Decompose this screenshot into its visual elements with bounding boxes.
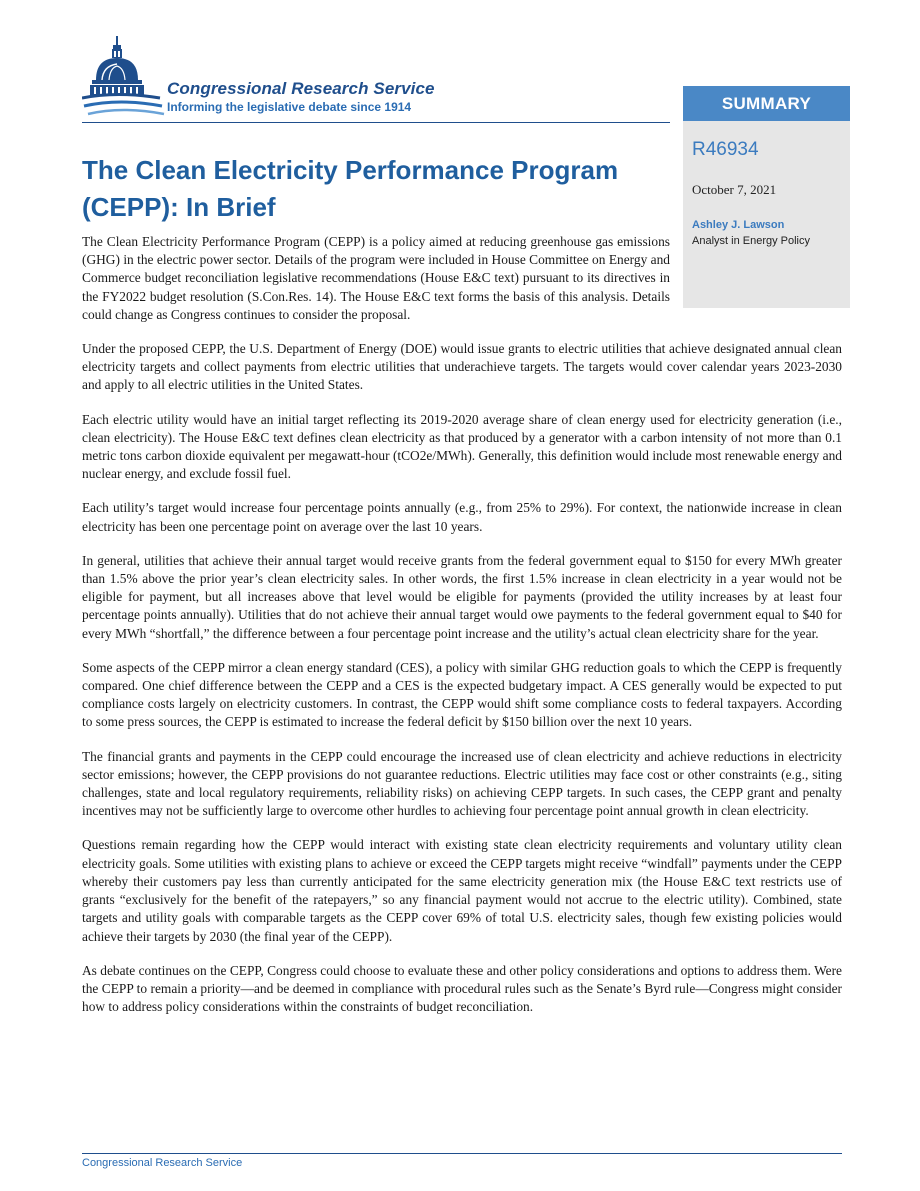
report-date: October 7, 2021: [692, 182, 777, 197]
paragraph: Each utility’s target would increase four percentage points annually (e.g., from 25% to 29%). For context, the nationwide increase in clean electricity has been one percentage point on average over the last 10 years.: [82, 500, 842, 534]
paragraph: The financial grants and payments in the CEPP could encourage the increased use of clean electricity and achieve reductions in electricity sector emissions; however, the CEPP provisions do not guarantee reductions. Electric utilities may face cost or other constraints (e.g., siting challenges, state and local regulatory requirements, reliability risks) on achieving CEPP targets. In such cases, the CEPP grant and penalty incentives may not be sufficiently large to overcome other hurdles to achieving four percentage point annual growth in clean electricity.: [82, 748, 842, 819]
org-name: Congressional Research Service: [167, 79, 435, 98]
paragraph: In general, utilities that achieve their annual target would receive grants from the federal government equal to $150 for every MWh greater than 1.5% above the prior year’s clean electricity sales. In other words, the first 1.5% increase in clean electricity in a year would not be eligible for payment, but all increases above that level would be eligible for payments (provided the utility increases by at least four percentage points annually). Utilities that do not achieve their annual target would owe payments to the federal government equal to $40 for every MWh “shortfall,” the difference between a four percentage point increase and the utility’s actual clean electricity share for the year.: [82, 552, 842, 641]
footer-org-name: Congressional Research Service: [82, 1157, 243, 1169]
summary-body: [82, 233, 842, 1032]
author-name: Ashley J. Lawson: [692, 219, 785, 231]
footer-divider: [82, 1153, 842, 1154]
paragraph: Under the proposed CEPP, the U.S. Department of Energy (DOE) would issue grants to electric utilities that achieve designated annual clean electricity targets and collect payments from electric utilities that underachieve targets. The targets would cover calendar years 2023-2030 and apply to all electric utilities in the United States.: [82, 341, 842, 393]
paragraph: Questions remain regarding how the CEPP would interact with existing state clean electricity requirements and voluntary utility clean electricity goals. Some utilities with existing plans to achieve or exceed the CEPP targets might receive “windfall” payments under the CEPP whereby their customers pay less than currently anticipated for the same electricity generation mix (the House E&C text restricts use of grants “exclusively for the benefit of the ratepayers,” so any financial payment would not accrue to the electric utility). Combined, state targets and utility goals with comparable targets as the CEPP cover 69% of total U.S. electricity sales, though few existing policies would achieve their targets by 2030 (the final year of the CEPP).: [82, 837, 842, 944]
capitol-dome-icon: [82, 36, 166, 122]
org-tagline: Informing the legislative debate since 1914: [167, 100, 412, 114]
report-number: R46934: [692, 139, 759, 160]
paragraph: Each electric utility would have an initial target reflecting its 2019-2020 average share of clean energy used for electricity generation (i.e., clean electricity). The House E&C text defines clean electricity as that produced by a generator with a carbon intensity of not more than 0.1 metric tons carbon dioxide equivalent per megawatt-hour (tCO2e/MWh). Generally, this definition would include most renewable energy and nuclear energy, and exclude fossil fuel.: [82, 411, 842, 482]
summary-label: SUMMARY: [683, 86, 850, 121]
crs-logo: [82, 36, 482, 122]
header-divider: [82, 122, 670, 123]
paragraph: The Clean Electricity Performance Program (CEPP) is a policy aimed at reducing greenhouse gas emissions (GHG) in the electric power sector. Details of the program were included in House Committee on Energy and Commerce budget reconciliation legislative recommendations (House E&C text) pursuant to its directives in the FY2022 budget resolution (S.Con.Res. 14). The House E&C text forms the basis of this analysis. Details could change as Congress continues to consider the proposal.: [82, 234, 670, 322]
paragraph: As debate continues on the CEPP, Congress could choose to evaluate these and other policy considerations and options to address them. Were the CEPP to remain a priority—and be deemed in compliance with procedural rules such as the Senate’s Byrd rule—Congress might consider how to address policy considerations within the constraints of budget reconciliation.: [82, 962, 842, 1015]
paragraph: Some aspects of the CEPP mirror a clean energy standard (CES), a policy with similar GHG reduction goals to which the CEPP is frequently compared. One chief difference between the CEPP and a CES is the expected budgetary impact. A CES generally would be expected to put compliance costs largely on electricity customers. In contrast, the CEPP would shift some compliance costs to federal taxpayers. According to some press sources, the CEPP is estimated to increase the federal deficit by $150 billion over the next 10 years.: [82, 659, 842, 730]
author-title: Analyst in Energy Policy: [692, 235, 810, 247]
page-title: The Clean Electricity Performance Program (CEPP): In Brief: [82, 155, 619, 222]
